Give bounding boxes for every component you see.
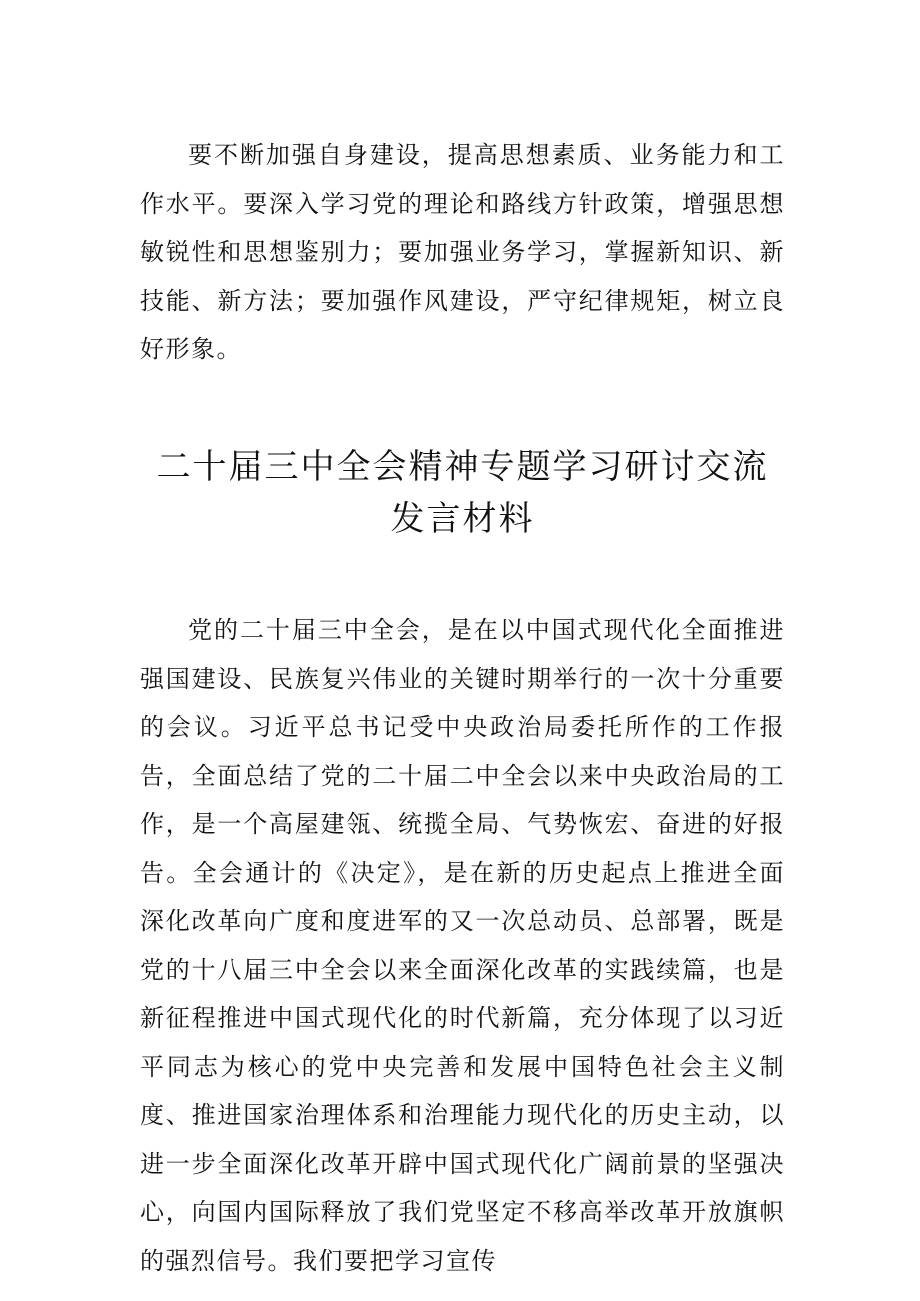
body-paragraph-1: 要不断加强自身建设，提高思想素质、业务能力和工作水平。要深入学习党的理论和路线方针政策，增强思想敏锐性和思想鉴别力；要加强业务学习，掌握新知识、新技能、新方法；要加强作风建设，严守纪律规矩，树立良好形象。: [140, 141, 785, 363]
document-title: 二十届三中全会精神专题学习研讨交流发言材料: [156, 447, 769, 539]
body-paragraph-2: 党的二十届三中全会，是在以中国式现代化全面推进强国建设、民族复兴伟业的关键时期举行的一次十分重要的会议。习近平总书记受中央政治局委托所作的工作报告，全面总结了党的二十届二中全会以来中央政治局的工作，是一个高屋建瓴、统揽全局、气势恢宏、奋进的好报告。全会通计的《决定》，是在新的历史起点上推进全面深化改革向广度和度进军的又一次总动员、总部署，既是党的十八届三中全会以来全面深化改革的实践续篇，也是新征程推进中国式现代化的时代新篇，充分体现了以习近平同志为核心的党中央完善和发展中国特色社会主义制度、推进国家治理体系和治理能力现代化的历史主动，以进一步全面深化改革开辟中国式现代化广阔前景的坚强决心，向国内国际释放了我们党坚定不移高举改革开放旗帜的强烈信号。我们要把学习宣传: [140, 616, 785, 1275]
